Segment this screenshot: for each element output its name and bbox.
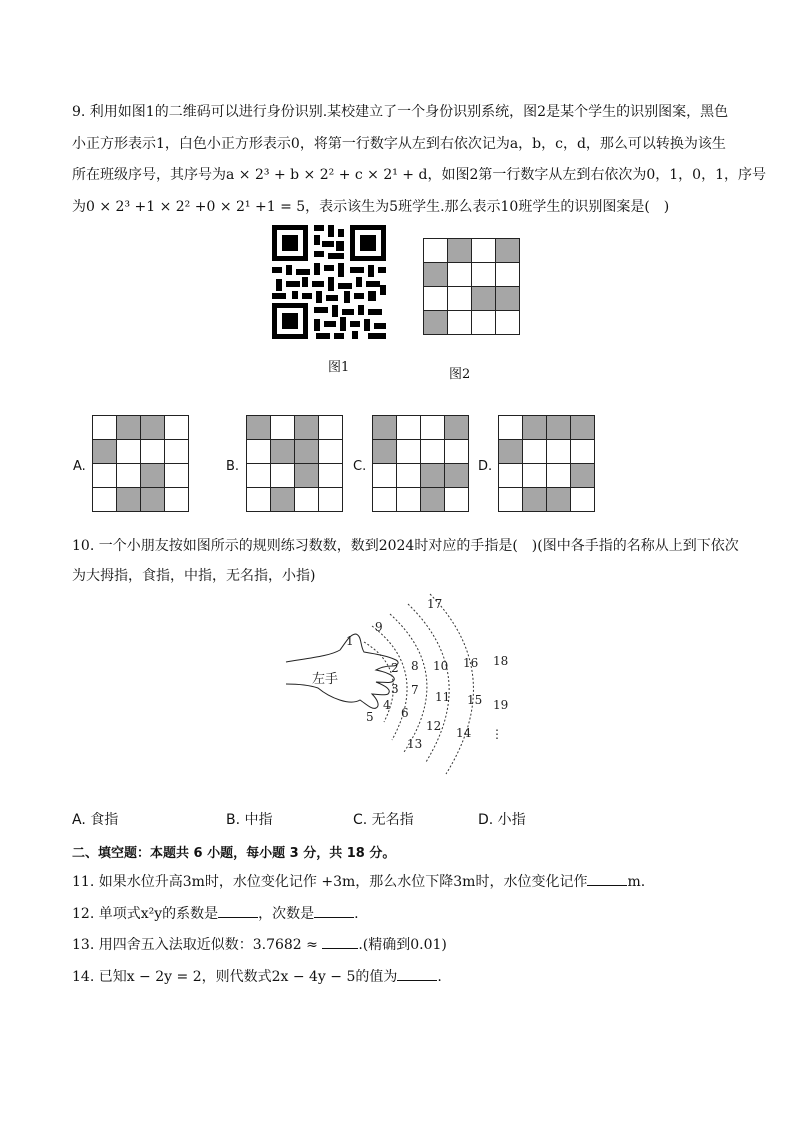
grid-cell-empty (271, 416, 295, 440)
q10-option-d[interactable]: D. 小指 (478, 812, 526, 828)
section2-heading: 二、填空题：本题共 6 小题，每小题 3 分，共 18 分。 (72, 846, 396, 861)
grid-cell-empty (397, 416, 421, 440)
count-4: 4 (383, 698, 391, 712)
grid-cell-empty (295, 488, 319, 512)
grid-cell-filled (373, 416, 397, 440)
option-a-letter: A. (73, 459, 86, 474)
grid-cell-empty (424, 239, 448, 263)
option-a-grid[interactable] (92, 415, 189, 512)
q9-text-line2: 小正方形表示1，白色小正方形表示0，将第一行数字从左到右依次记为a，b，c，d，那么可以转换为该生 (72, 136, 726, 152)
grid-cell-filled (271, 488, 295, 512)
q14-end: . (437, 969, 442, 985)
count-11: 11 (435, 690, 451, 704)
q11-unit: m. (627, 874, 646, 890)
grid-cell-empty (523, 440, 547, 464)
grid-cell-filled (424, 263, 448, 287)
count-15: 15 (467, 693, 483, 707)
grid-cell-empty (499, 488, 523, 512)
grid-cell-empty (547, 440, 571, 464)
grid-cell-empty (247, 488, 271, 512)
grid-cell-empty (397, 488, 421, 512)
grid-cell-filled (499, 440, 523, 464)
q14-text: 14. 已知x − 2y = 2，则代数式2x − 4y − 5的值为 (72, 969, 398, 985)
left-hand-outline (286, 634, 398, 708)
count-8: 8 (411, 659, 419, 673)
grid-cell-empty (165, 464, 189, 488)
q11-text: 11. 如果水位升高3m时，水位变化记作 +3m，那么水位下降3m时，水位变化记作 (72, 874, 588, 890)
grid-cell-empty (165, 440, 189, 464)
grid-cell-filled (373, 440, 397, 464)
grid-cell-filled (295, 464, 319, 488)
grid-cell-empty (247, 440, 271, 464)
option-b-letter: B. (226, 459, 240, 474)
grid-cell-empty (93, 416, 117, 440)
grid-cell-empty (499, 416, 523, 440)
count-7: 7 (411, 683, 419, 697)
grid-cell-filled (445, 416, 469, 440)
count-16: 16 (463, 656, 479, 670)
q12-end: . (354, 906, 359, 922)
q12-blank-coefficient[interactable] (218, 903, 258, 918)
grid-cell-empty (165, 488, 189, 512)
grid-cell-empty (271, 464, 295, 488)
q11-blank[interactable] (587, 871, 627, 886)
q12-text: 12. 单项式x²y的系数是 (72, 906, 219, 922)
grid-cell-filled (271, 440, 295, 464)
grid-cell-empty (319, 440, 343, 464)
grid-cell-empty (547, 464, 571, 488)
q10-text-line2: 为大拇指，食指，中指，无名指，小指) (72, 568, 316, 584)
grid-cell-filled (547, 488, 571, 512)
grid-cell-filled (247, 416, 271, 440)
grid-cell-empty (472, 239, 496, 263)
grid-cell-empty (165, 416, 189, 440)
grid-cell-empty (93, 464, 117, 488)
grid-cell-filled (496, 287, 520, 311)
grid-cell-filled (295, 440, 319, 464)
q13-end: .(精确到0.01) (358, 937, 447, 953)
q9-text-line1: 9. 利用如图1的二维码可以进行身份识别.某校建立了一个身份识别系统，图2是某个学生的识别图案，黑色 (72, 104, 729, 120)
q10-option-b[interactable]: B. 中指 (226, 812, 273, 828)
figure2-pattern-grid (423, 238, 520, 335)
q14 (72, 966, 442, 986)
grid-cell-filled (117, 488, 141, 512)
q12-mid: ，次数是 (258, 906, 315, 922)
grid-cell-empty (117, 440, 141, 464)
grid-cell-empty (397, 464, 421, 488)
q13-blank[interactable] (322, 934, 358, 949)
grid-cell-empty (472, 311, 496, 335)
grid-cell-empty (448, 311, 472, 335)
grid-cell-empty (117, 464, 141, 488)
q13 (72, 934, 447, 954)
grid-cell-filled (496, 239, 520, 263)
grid-cell-filled (117, 416, 141, 440)
count-1: 1 (346, 634, 354, 648)
q10-option-a[interactable]: A. 食指 (72, 812, 119, 828)
grid-cell-empty (397, 440, 421, 464)
figure1-caption: 图1 (328, 360, 350, 375)
count-18: 18 (493, 654, 509, 668)
count-5: 5 (366, 710, 374, 724)
grid-cell-empty (141, 440, 165, 464)
count-6: 6 (401, 706, 409, 720)
grid-cell-filled (141, 416, 165, 440)
grid-cell-empty (445, 488, 469, 512)
q12-blank-degree[interactable] (314, 903, 354, 918)
grid-cell-filled (424, 311, 448, 335)
count-19: 19 (493, 698, 509, 712)
grid-cell-empty (319, 464, 343, 488)
q12 (72, 903, 359, 923)
grid-cell-empty (499, 464, 523, 488)
option-d-letter: D. (478, 459, 493, 474)
grid-cell-empty (319, 416, 343, 440)
grid-cell-empty (496, 263, 520, 287)
grid-cell-empty (472, 263, 496, 287)
q11 (72, 871, 645, 891)
count-17: 17 (427, 597, 443, 611)
count-3: 3 (391, 682, 399, 696)
grid-cell-empty (247, 464, 271, 488)
count-12: 12 (426, 719, 442, 733)
grid-cell-empty (571, 488, 595, 512)
grid-cell-filled (141, 464, 165, 488)
option-c-grid[interactable] (372, 415, 469, 512)
q9-text-line4: 为0 × 2³ +1 × 2² +0 × 2¹ +1 = 5，表示该生为5班学生.那么表示10班学生的识别图案是( ) (72, 199, 670, 215)
grid-cell-empty (424, 287, 448, 311)
grid-cell-empty (523, 464, 547, 488)
grid-cell-empty (421, 416, 445, 440)
grid-cell-empty (448, 287, 472, 311)
q10-text-line1: 10. 一个小朋友按如图所示的规则练习数数，数到2024时对应的手指是( )(图中各手指的名称从上到下依次 (72, 538, 739, 554)
count-10: 10 (433, 659, 449, 673)
hand-label: 左手 (312, 672, 339, 687)
grid-cell-empty (445, 440, 469, 464)
q9-text-line3: 所在班级序号，其序号为a × 2³ + b × 2² + c × 2¹ + d，如图2第一行数字从左到右依次为0，1，0，1，序号 (72, 167, 766, 183)
grid-cell-filled (571, 416, 595, 440)
grid-cell-filled (448, 239, 472, 263)
grid-cell-filled (547, 416, 571, 440)
grid-cell-empty (448, 263, 472, 287)
grid-cell-filled (421, 464, 445, 488)
count-ellipsis: ⋮ (491, 727, 503, 741)
hand-counting-figure (280, 590, 540, 780)
grid-cell-empty (373, 488, 397, 512)
grid-cell-filled (421, 488, 445, 512)
grid-cell-empty (421, 440, 445, 464)
grid-cell-filled (93, 440, 117, 464)
count-13: 13 (407, 737, 423, 751)
grid-cell-filled (295, 416, 319, 440)
grid-cell-filled (472, 287, 496, 311)
grid-cell-filled (571, 464, 595, 488)
grid-cell-filled (523, 416, 547, 440)
count-14: 14 (456, 726, 472, 740)
option-c-letter: C. (353, 459, 367, 474)
grid-cell-filled (523, 488, 547, 512)
grid-cell-filled (141, 488, 165, 512)
count-9: 9 (375, 620, 383, 634)
q14-blank[interactable] (397, 966, 437, 981)
grid-cell-empty (319, 488, 343, 512)
grid-cell-empty (496, 311, 520, 335)
q10-option-c[interactable]: C. 无名指 (353, 812, 414, 828)
grid-cell-filled (445, 464, 469, 488)
qr-code-image (272, 225, 386, 339)
count-2: 2 (391, 661, 399, 675)
grid-cell-empty (93, 488, 117, 512)
option-d-grid[interactable] (498, 415, 595, 512)
option-b-grid[interactable] (246, 415, 343, 512)
grid-cell-empty (373, 464, 397, 488)
q13-text: 13. 用四舍五入法取近似数：3.7682 ≈ (72, 937, 323, 953)
grid-cell-empty (571, 440, 595, 464)
figure2-caption: 图2 (449, 367, 471, 382)
